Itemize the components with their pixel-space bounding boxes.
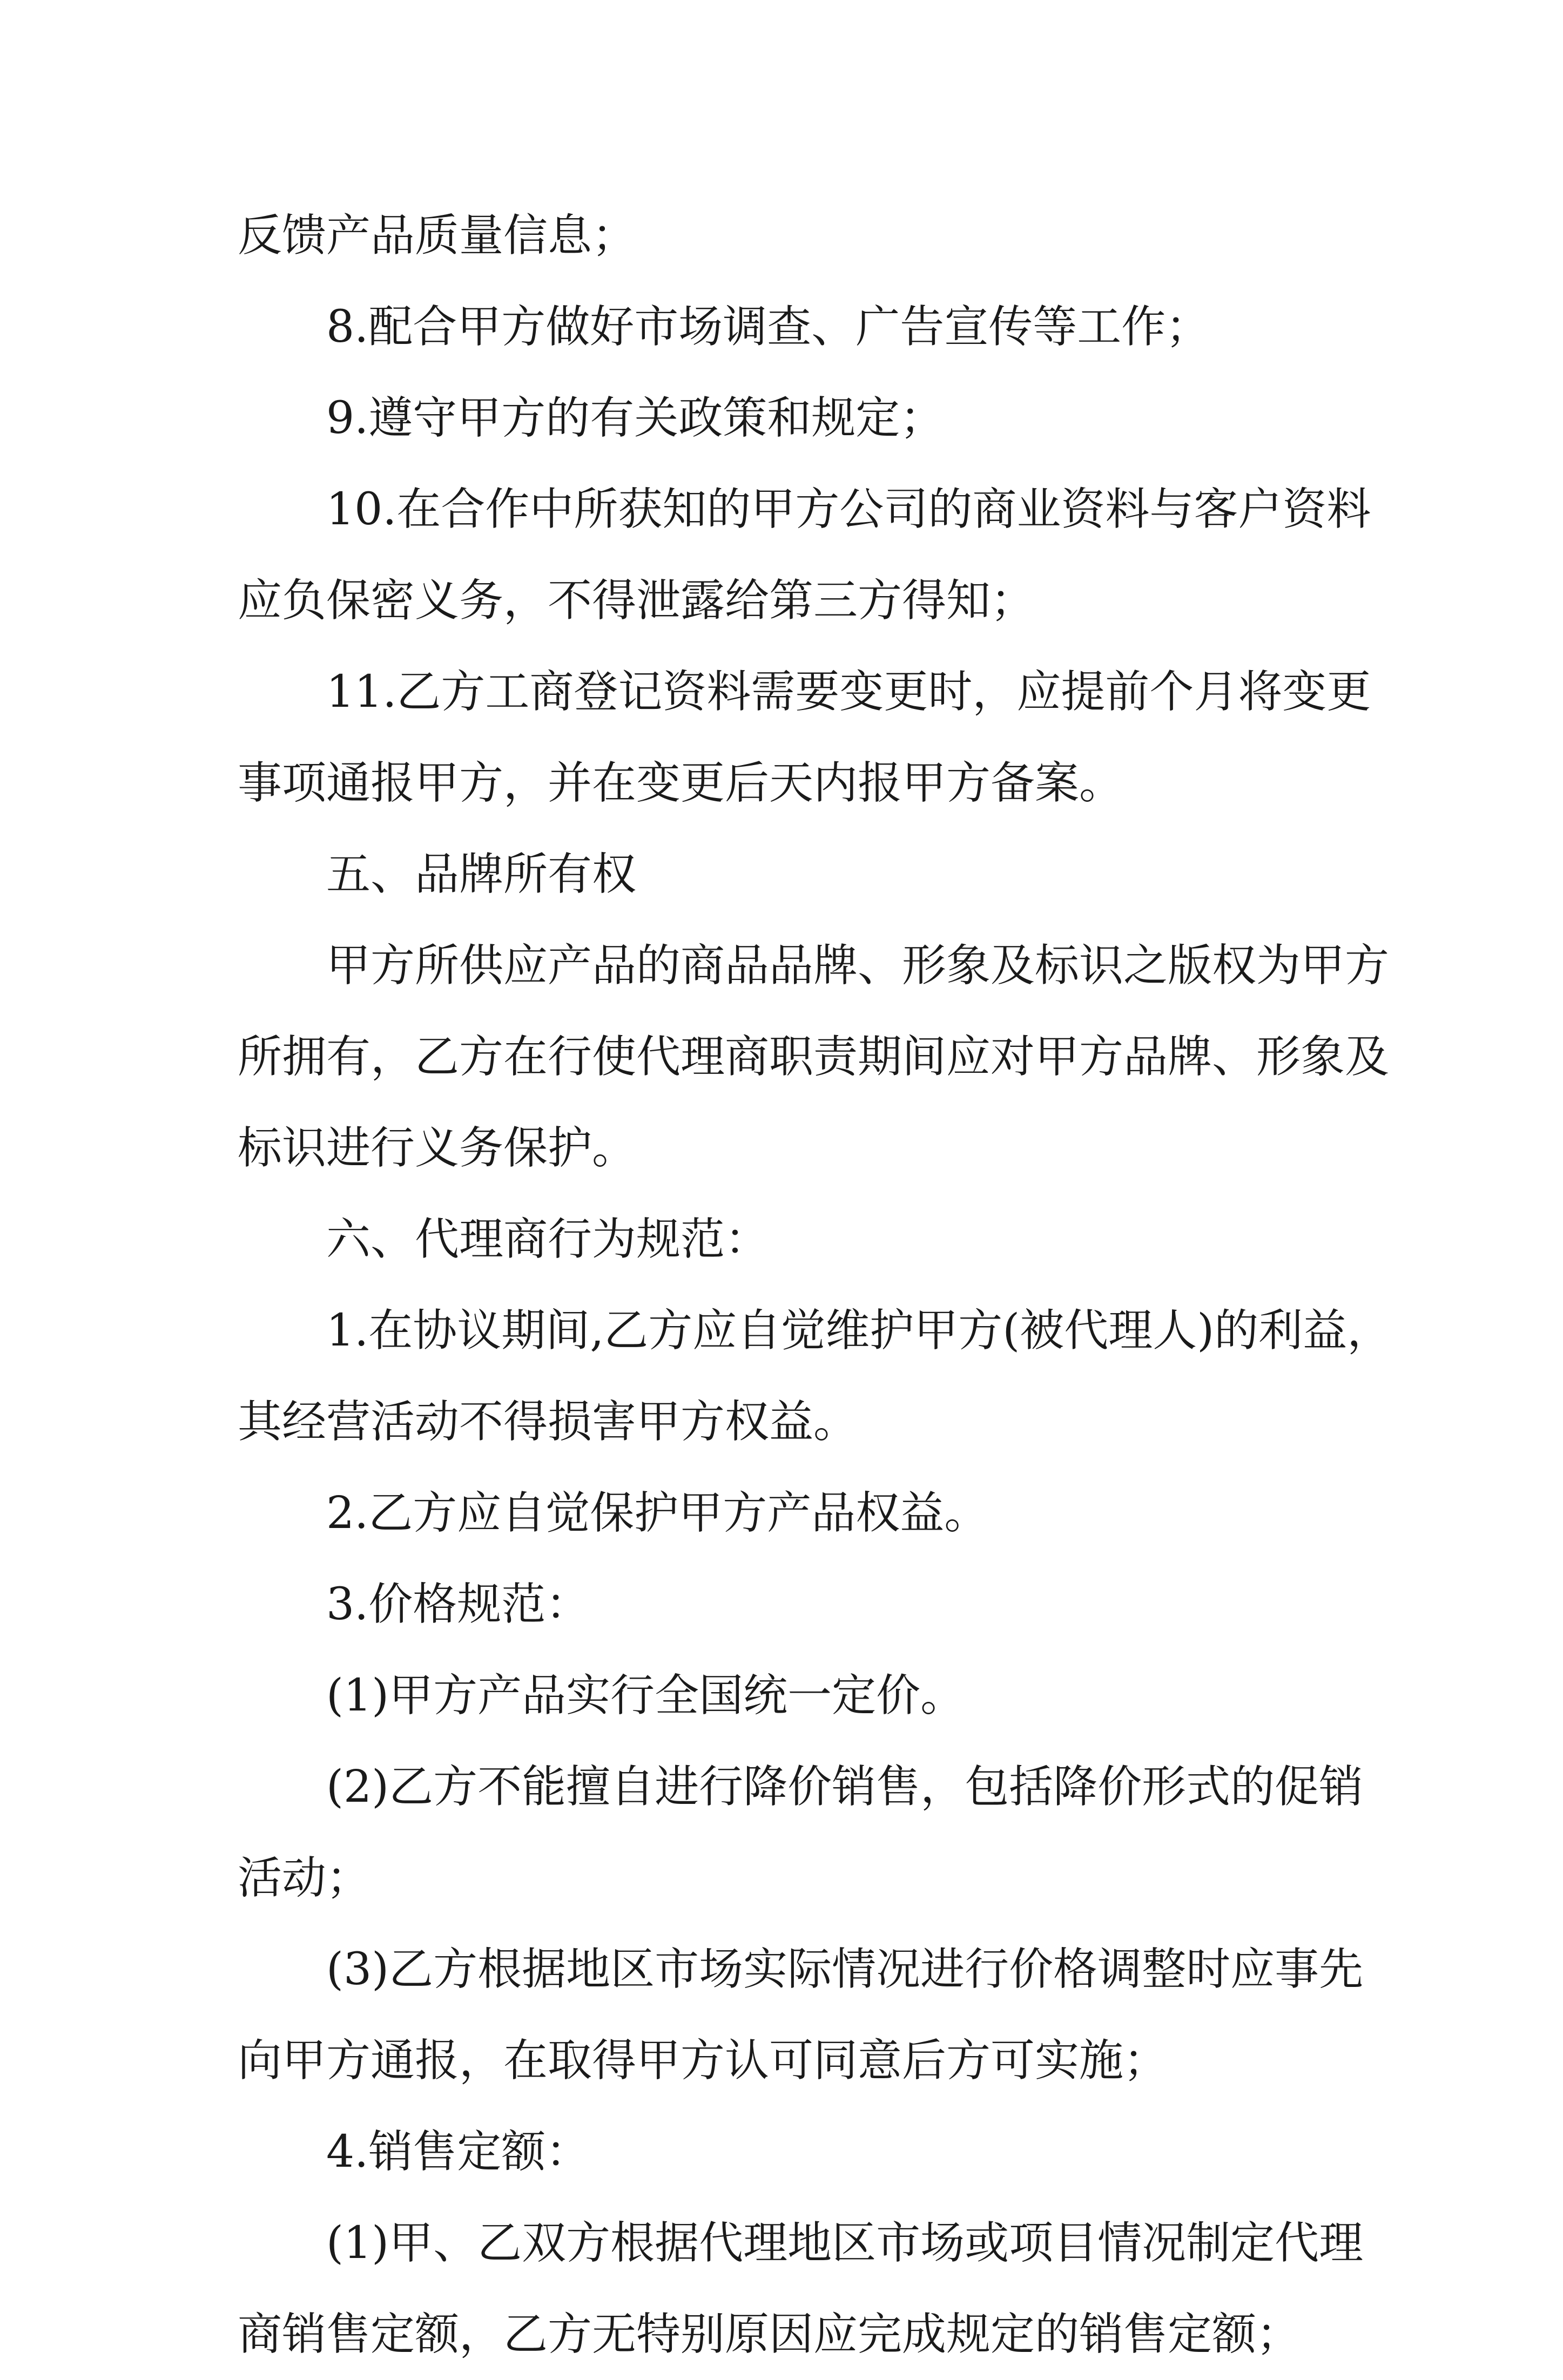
text-line: 标识进行义务保护。 bbox=[238, 1123, 637, 1174]
text-line: 反馈产品质量信息； bbox=[238, 210, 637, 261]
section-heading: 六、代理商行为规范： bbox=[326, 1214, 770, 1265]
text-line: 商销售定额，乙方无特别原因应完成规定的销售定额； bbox=[238, 2309, 1301, 2360]
text-line: 8.配合甲方做好市场调查、广告宣传等工作； bbox=[326, 301, 1210, 353]
text-line: 活动； bbox=[238, 1852, 371, 1904]
text-line: 向甲方通报，在取得甲方认可同意后方可实施； bbox=[238, 2035, 1168, 2086]
text-line: (1)甲、乙双方根据代理地区市场或项目情况制定代理 bbox=[326, 2217, 1364, 2269]
text-line: 其经营活动不得损害甲方权益。 bbox=[238, 1396, 858, 1448]
text-line: 事项通报甲方，并在变更后天内报甲方备案。 bbox=[238, 758, 1124, 809]
text-line: 所拥有，乙方在行使代理商职责期间应对甲方品牌、形象及 bbox=[238, 1031, 1390, 1083]
document-page bbox=[238, 190, 1392, 2380]
text-line: 1.在协议期间,乙方应自觉维护甲方(被代理人)的利益， bbox=[326, 1305, 1392, 1356]
text-line: (1)甲方产品实行全国统一定价。 bbox=[326, 1670, 965, 1721]
text-line: (3)乙方根据地区市场实际情况进行价格调整时应事先 bbox=[326, 1944, 1364, 1995]
text-line: 11.乙方工商登记资料需要变更时，应提前个月将变更 bbox=[326, 666, 1371, 718]
text-line: 甲方所供应产品的商品品牌、形象及标识之版权为甲方 bbox=[326, 940, 1390, 991]
text-line: 应负保密义务，不得泄露给第三方得知； bbox=[238, 575, 1035, 626]
text-line: (2)乙方不能擅自进行降价销售，包括降价形式的促销 bbox=[326, 1761, 1364, 1813]
text-line: 4.销售定额： bbox=[326, 2126, 590, 2178]
text-line: 10.在合作中所获知的甲方公司的商业资料与客户资料 bbox=[326, 484, 1371, 535]
text-line: 9.遵守甲方的有关政策和规定； bbox=[326, 393, 945, 444]
section-heading: 五、品牌所有权 bbox=[326, 849, 637, 900]
text-line: 3.价格规范： bbox=[326, 1579, 590, 1630]
text-line: 2.乙方应自觉保护甲方产品权益。 bbox=[326, 1488, 989, 1539]
